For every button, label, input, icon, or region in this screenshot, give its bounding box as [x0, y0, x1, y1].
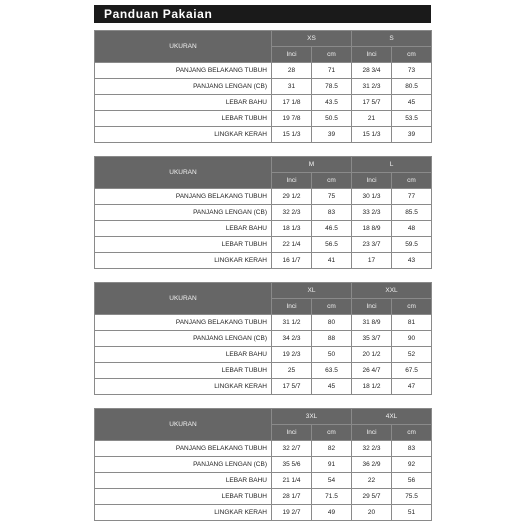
value-cell: 15 1/3	[352, 127, 392, 143]
table-row	[95, 347, 432, 363]
value-cell: 48	[392, 221, 432, 237]
value-cell: 36 2/9	[352, 457, 392, 473]
value-cell: 59.5	[392, 237, 432, 253]
value-cell: 20	[352, 505, 392, 521]
value-cell: 71.5	[312, 489, 352, 505]
measurement-label: LEBAR TUBUH	[95, 237, 272, 253]
value-cell: 51	[392, 505, 432, 521]
value-cell: 63.5	[312, 363, 352, 379]
value-cell: 81	[392, 315, 432, 331]
unit-header-cm: cm	[392, 425, 432, 441]
value-cell: 47	[392, 379, 432, 395]
unit-header-cm: cm	[312, 299, 352, 315]
unit-header-inch: Inci	[272, 299, 312, 315]
size-header: 4XL	[352, 409, 432, 425]
table-row	[95, 315, 432, 331]
table-row	[95, 363, 432, 379]
table-row	[95, 331, 432, 347]
value-cell: 35 3/7	[352, 331, 392, 347]
value-cell: 21	[352, 111, 392, 127]
value-cell: 49	[312, 505, 352, 521]
value-cell: 90	[392, 331, 432, 347]
value-cell: 17 5/7	[352, 95, 392, 111]
value-cell: 52	[392, 347, 432, 363]
value-cell: 34 2/3	[272, 331, 312, 347]
ukuran-header: UKURAN	[95, 283, 272, 315]
value-cell: 18 1/2	[352, 379, 392, 395]
size-header: 3XL	[272, 409, 352, 425]
value-cell: 56	[392, 473, 432, 489]
value-cell: 46.5	[312, 221, 352, 237]
value-cell: 56.5	[312, 237, 352, 253]
value-cell: 29 5/7	[352, 489, 392, 505]
value-cell: 19 2/3	[272, 347, 312, 363]
value-cell: 31 1/2	[272, 315, 312, 331]
table-row	[95, 221, 432, 237]
table-row	[95, 127, 432, 143]
unit-header-inch: Inci	[352, 299, 392, 315]
value-cell: 88	[312, 331, 352, 347]
table-row	[95, 505, 432, 521]
measurement-label: LINGKAR KERAH	[95, 505, 272, 521]
size-header: M	[272, 157, 352, 173]
value-cell: 39	[392, 127, 432, 143]
unit-header-cm: cm	[392, 299, 432, 315]
measurement-label: LEBAR BAHU	[95, 473, 272, 489]
value-cell: 18 8/9	[352, 221, 392, 237]
table-row	[95, 457, 432, 473]
table-row	[95, 189, 432, 205]
unit-header-cm: cm	[312, 425, 352, 441]
value-cell: 20 1/2	[352, 347, 392, 363]
measurement-label: PANJANG BELAKANG TUBUH	[95, 441, 272, 457]
measurement-label: LINGKAR KERAH	[95, 127, 272, 143]
table-row	[95, 253, 432, 269]
unit-header-cm: cm	[392, 173, 432, 189]
ukuran-header: UKURAN	[95, 409, 272, 441]
size-header: XXL	[352, 283, 432, 299]
value-cell: 39	[312, 127, 352, 143]
value-cell: 85.5	[392, 205, 432, 221]
value-cell: 80	[312, 315, 352, 331]
size-header: XL	[272, 283, 352, 299]
measurement-label: PANJANG LENGAN (CB)	[95, 457, 272, 473]
value-cell: 53.5	[392, 111, 432, 127]
ukuran-header: UKURAN	[95, 157, 272, 189]
table-row	[95, 95, 432, 111]
unit-header-inch: Inci	[352, 425, 392, 441]
value-cell: 50.5	[312, 111, 352, 127]
value-cell: 28	[272, 63, 312, 79]
value-cell: 80.5	[392, 79, 432, 95]
value-cell: 28 3/4	[352, 63, 392, 79]
measurement-label: PANJANG BELAKANG TUBUH	[95, 315, 272, 331]
table-row	[95, 205, 432, 221]
value-cell: 45	[392, 95, 432, 111]
unit-header-inch: Inci	[352, 47, 392, 63]
measurement-label: LEBAR TUBUH	[95, 489, 272, 505]
measurement-label: PANJANG LENGAN (CB)	[95, 205, 272, 221]
size-header: L	[352, 157, 432, 173]
value-cell: 32 2/7	[272, 441, 312, 457]
unit-header-inch: Inci	[272, 173, 312, 189]
table-row	[95, 63, 432, 79]
value-cell: 17 1/8	[272, 95, 312, 111]
ukuran-header: UKURAN	[95, 31, 272, 63]
unit-header-inch: Inci	[272, 47, 312, 63]
value-cell: 82	[312, 441, 352, 457]
value-cell: 28 1/7	[272, 489, 312, 505]
value-cell: 41	[312, 253, 352, 269]
value-cell: 83	[392, 441, 432, 457]
value-cell: 17	[352, 253, 392, 269]
value-cell: 21 1/4	[272, 473, 312, 489]
measurement-label: LEBAR BAHU	[95, 95, 272, 111]
value-cell: 29 1/2	[272, 189, 312, 205]
value-cell: 32 2/3	[272, 205, 312, 221]
value-cell: 30 1/3	[352, 189, 392, 205]
measurement-label: LINGKAR KERAH	[95, 379, 272, 395]
value-cell: 71	[312, 63, 352, 79]
value-cell: 17 5/7	[272, 379, 312, 395]
value-cell: 73	[392, 63, 432, 79]
measurement-label: LINGKAR KERAH	[95, 253, 272, 269]
value-cell: 43	[392, 253, 432, 269]
table-row	[95, 489, 432, 505]
value-cell: 26 4/7	[352, 363, 392, 379]
table-row	[95, 111, 432, 127]
table-row	[95, 473, 432, 489]
value-cell: 15 1/3	[272, 127, 312, 143]
size-chart-table-3xl-4xl	[94, 408, 432, 521]
measurement-label: PANJANG BELAKANG TUBUH	[95, 189, 272, 205]
table-row	[95, 237, 432, 253]
value-cell: 33 2/3	[352, 205, 392, 221]
measurement-label: LEBAR BAHU	[95, 347, 272, 363]
table-row	[95, 441, 432, 457]
value-cell: 16 1/7	[272, 253, 312, 269]
value-cell: 31 2/3	[352, 79, 392, 95]
page-title: Panduan Pakaian	[94, 5, 431, 23]
value-cell: 77	[392, 189, 432, 205]
value-cell: 31	[272, 79, 312, 95]
value-cell: 50	[312, 347, 352, 363]
measurement-label: PANJANG LENGAN (CB)	[95, 331, 272, 347]
size-header: XS	[272, 31, 352, 47]
value-cell: 18 1/3	[272, 221, 312, 237]
value-cell: 32 2/3	[352, 441, 392, 457]
unit-header-inch: Inci	[352, 173, 392, 189]
table-row	[95, 79, 432, 95]
size-chart-table-xs-s	[94, 30, 432, 143]
value-cell: 83	[312, 205, 352, 221]
value-cell: 45	[312, 379, 352, 395]
value-cell: 92	[392, 457, 432, 473]
value-cell: 43.5	[312, 95, 352, 111]
measurement-label: LEBAR TUBUH	[95, 363, 272, 379]
value-cell: 35 5/6	[272, 457, 312, 473]
unit-header-cm: cm	[312, 47, 352, 63]
size-chart-table-xl-xxl	[94, 282, 432, 395]
measurement-label: PANJANG BELAKANG TUBUH	[95, 63, 272, 79]
value-cell: 19 2/7	[272, 505, 312, 521]
size-chart-table-m-l	[94, 156, 432, 269]
value-cell: 91	[312, 457, 352, 473]
value-cell: 54	[312, 473, 352, 489]
value-cell: 19 7/8	[272, 111, 312, 127]
unit-header-inch: Inci	[272, 425, 312, 441]
measurement-label: LEBAR TUBUH	[95, 111, 272, 127]
unit-header-cm: cm	[392, 47, 432, 63]
unit-header-cm: cm	[312, 173, 352, 189]
value-cell: 75	[312, 189, 352, 205]
value-cell: 22 1/4	[272, 237, 312, 253]
value-cell: 23 3/7	[352, 237, 392, 253]
value-cell: 78.5	[312, 79, 352, 95]
value-cell: 25	[272, 363, 312, 379]
value-cell: 75.5	[392, 489, 432, 505]
value-cell: 67.5	[392, 363, 432, 379]
size-header: S	[352, 31, 432, 47]
measurement-label: PANJANG LENGAN (CB)	[95, 79, 272, 95]
table-row	[95, 379, 432, 395]
measurement-label: LEBAR BAHU	[95, 221, 272, 237]
value-cell: 22	[352, 473, 392, 489]
value-cell: 31 8/9	[352, 315, 392, 331]
